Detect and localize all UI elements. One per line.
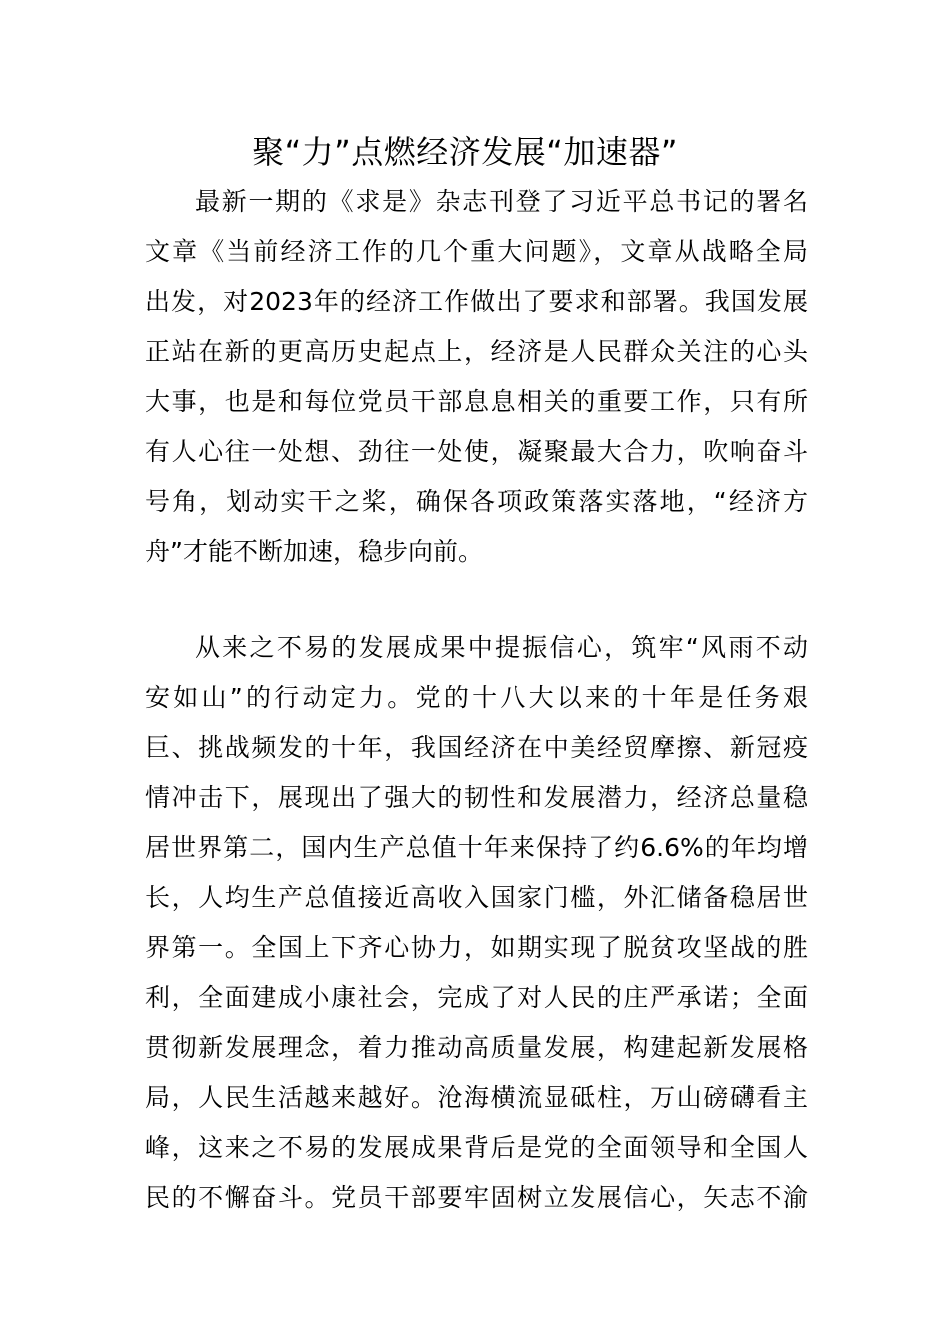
paragraph-1-line: 号角，划动实干之桨，确保各项政策落实落地，“经济方 bbox=[145, 487, 808, 516]
paragraph-2-line: 长，人均生产总值接近高收入国家门槛，外汇储备稳居世 bbox=[145, 883, 808, 912]
paragraph-1-line: 最新一期的《求是》杂志刊登了习近平总书记的署名 bbox=[195, 187, 808, 216]
document-title: 聚“力”点燃经济发展“加速器” bbox=[252, 133, 678, 171]
paragraph-2-line: 安如山”的行动定力。党的十八大以来的十年是任务艰 bbox=[145, 683, 808, 712]
paragraph-1-line: 有人心往一处想、劲往一处使，凝聚最大合力，吹响奋斗 bbox=[145, 437, 808, 466]
paragraph-2-line: 利，全面建成小康社会，完成了对人民的庄严承诺；全面 bbox=[145, 983, 808, 1012]
paragraph-2-line: 居世界第二，国内生产总值十年来保持了约6.6%的年均增 bbox=[145, 833, 808, 862]
paragraph-2-line: 民的不懈奋斗。党员干部要牢固树立发展信心，矢志不渝 bbox=[145, 1183, 808, 1212]
paragraph-2-line: 局，人民生活越来越好。沧海横流显砥柱，万山磅礴看主 bbox=[145, 1083, 808, 1112]
paragraph-1-line: 大事，也是和每位党员干部息息相关的重要工作，只有所 bbox=[145, 387, 808, 416]
paragraph-2-line: 巨、挑战频发的十年，我国经济在中美经贸摩擦、新冠疫 bbox=[145, 733, 808, 762]
paragraph-2-line: 情冲击下，展现出了强大的韧性和发展潜力，经济总量稳 bbox=[145, 783, 808, 812]
paragraph-1-line: 出发，对2023年的经济工作做出了要求和部署。我国发展 bbox=[145, 287, 808, 316]
paragraph-2-line: 从来之不易的发展成果中提振信心，筑牢“风雨不动 bbox=[195, 633, 808, 662]
paragraph-2-line: 峰，这来之不易的发展成果背后是党的全面领导和全国人 bbox=[145, 1133, 808, 1162]
paragraph-2-line: 贯彻新发展理念，着力推动高质量发展，构建起新发展格 bbox=[145, 1033, 808, 1062]
paragraph-1-line: 文章《当前经济工作的几个重大问题》，文章从战略全局 bbox=[145, 237, 808, 266]
paragraph-1-line: 正站在新的更高历史起点上，经济是人民群众关注的心头 bbox=[145, 337, 808, 366]
paragraph-2-line: 界第一。全国上下齐心协力，如期实现了脱贫攻坚战的胜 bbox=[145, 933, 808, 962]
paragraph-1-line: 舟”才能不断加速，稳步向前。 bbox=[145, 537, 483, 566]
